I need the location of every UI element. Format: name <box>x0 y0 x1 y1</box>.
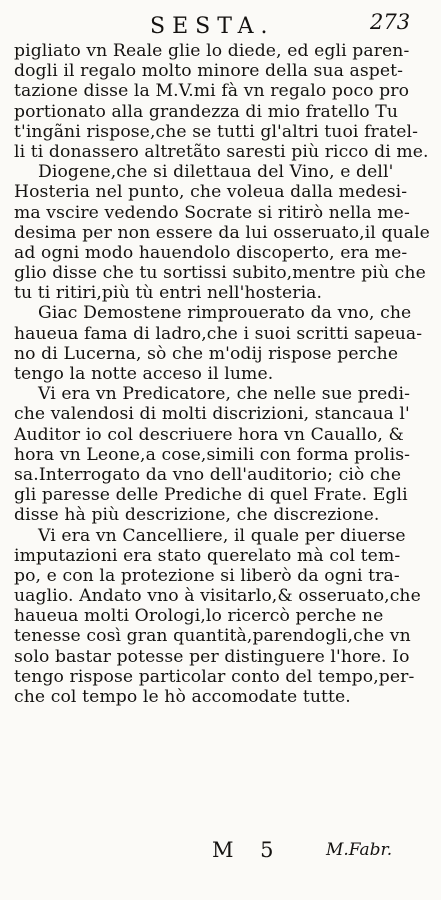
page-number: 273 <box>370 10 411 34</box>
text-line: desima per non essere da lui osseruato,il quale <box>14 222 430 243</box>
text-line: haueua fama di ladro,che i suoi scritti sapeua- <box>14 323 423 344</box>
running-head: SESTA. <box>150 14 275 39</box>
text-line: glio disse che tu sortissi subito,mentre più che <box>14 263 426 284</box>
text-line: tengo rispose particolar conto del tempo,per- <box>14 666 415 687</box>
catchword: M.Fabr. <box>326 840 393 860</box>
text-line: Hosteria nel punto, che voleua dalla medesi- <box>14 182 408 203</box>
text-line: portionato alla grandezza di mio fratello Tu <box>14 101 399 122</box>
text-line: tengo la notte acceso il lume. <box>14 364 274 384</box>
text-line: ad ogni modo hauendolo discoperto, era me- <box>14 242 408 263</box>
text-line: tazione disse la M.V.mi fà vn regalo poco pro <box>14 81 410 102</box>
text-line: gli paresse delle Prediche di quel Frate. Egli <box>14 485 408 506</box>
page-header <box>0 8 441 38</box>
text-line: uaglio. Andato vno à visitarlo,& osseruato,che <box>14 586 421 607</box>
text-line: po, e con la protezione si liberò da ogni tra- <box>14 565 400 586</box>
text-line: imputazioni era stato querelato mà col tem- <box>14 545 401 566</box>
text-line: hora vn Leone,a cose,simili con forma prolis- <box>14 444 411 465</box>
text-line: t'ingãni rispose,che se tutti gl'altri tuoi fratel- <box>14 121 418 142</box>
text-line: che valendosi di molti discrizioni, stancaua l' <box>14 404 410 425</box>
text-line: pigliato vn Reale glie lo diede, ed egli paren- <box>14 41 410 61</box>
text-line: Vi era vn Cancelliere, il quale per diuerse <box>38 525 406 546</box>
text-line: li ti donassero altretãto saresti più ricco di me. <box>14 141 429 162</box>
text-line: dogli il regalo molto minore della sua aspet- <box>14 61 404 82</box>
text-line: tenesse così gran quantità,parendogli,che vn <box>14 626 411 647</box>
text-line: haueua molti Orologi,lo ricercò perche ne <box>14 606 384 627</box>
text-line: tu ti ritiri,più tù entri nell'hosteria. <box>14 283 323 304</box>
text-line: no di Lucerna, sò che m'odij rispose perche <box>14 343 399 364</box>
text-line: solo bastar potesse per distinguere l'hore. Io <box>14 646 410 667</box>
text-line: disse hà più descrizione, che discrezione. <box>14 505 380 526</box>
text-line: che col tempo le hò accomodate tutte. <box>14 687 351 707</box>
page-body <box>14 41 430 707</box>
page-footer <box>0 838 441 868</box>
text-line: Diogene,che si dilettaua del Vino, e dell' <box>38 162 394 183</box>
text-line: ma vscire vedendo Socrate si ritirò nella me- <box>14 202 410 223</box>
signature-mark: M 5 <box>212 838 284 862</box>
text-line: Vi era vn Predicatore, che nelle sue predi- <box>38 384 411 405</box>
text-line: Auditor io col descriuere hora vn Cauallo, & <box>14 424 404 445</box>
text-line: Giac Demostene rimprouerato da vno, che <box>38 303 412 324</box>
text-line: sa.Interrogato da vno dell'auditorio; ciò che <box>14 464 402 485</box>
